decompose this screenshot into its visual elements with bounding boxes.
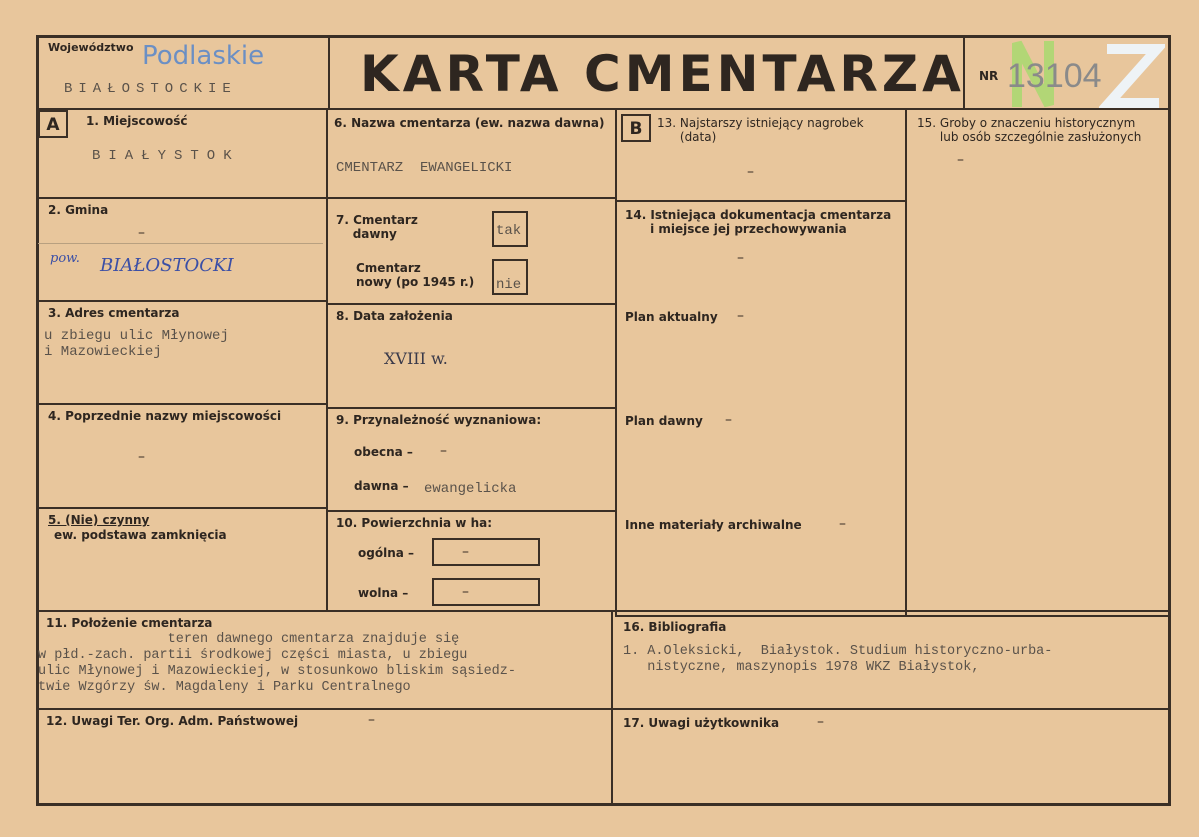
field-value: – (957, 152, 964, 168)
field-1-locality (36, 108, 328, 199)
field-value: – (817, 714, 824, 730)
field-3-address (36, 300, 328, 405)
handwritten-note: BIAŁOSTOCKI (100, 255, 234, 276)
field-value: – (368, 712, 375, 728)
field-value: teren dawnego cmentarza znajduje się w płd.-zach. partii środkowej części miasta, u zbiegu ulic Młynowej i Mazowieckiej, w stosunkowo bliskim sąsiedz- twie Wzgórzy św. Magdaleny i Parku Centralnego (38, 632, 516, 695)
voivodeship-label: Województwo (48, 41, 134, 54)
field-7-type (326, 197, 617, 305)
field-label: 8. Data założenia (336, 309, 453, 323)
field-10-area (326, 510, 617, 612)
nr-label: NR (979, 69, 999, 83)
checkbox-value: nie (496, 277, 522, 293)
field-value: 1. A.Oleksicki, Białystok. Studium historyczno-urba- nistyczne, maszynopis 1978 WKZ Białystok, (623, 644, 1053, 675)
free-area-field[interactable] (432, 578, 540, 606)
other-materials-value: – (839, 516, 846, 532)
voivodeship-stamp: Podlaskie (142, 41, 265, 71)
field-label: 17. Uwagi użytkownika (623, 716, 780, 730)
field-11-location (36, 610, 613, 710)
field-label: 13. Najstarszy istniejący nagrobek (data) (657, 116, 864, 144)
voivodeship-old: BIAŁOSTOCKIE (64, 81, 237, 97)
field-2-commune (36, 197, 328, 302)
field-label: 11. Położenie cmentarza (46, 616, 213, 630)
field-label: 3. Adres cmentarza (48, 306, 180, 320)
field-16-bibliography (611, 610, 1171, 710)
field-label: 2. Gmina (48, 203, 109, 217)
old-cemetery-checkbox[interactable] (492, 211, 528, 247)
total-area-label: ogólna – (358, 546, 415, 560)
free-area-label: wolna – (358, 586, 409, 600)
checkbox-value: tak (496, 223, 522, 239)
field-6-name (326, 108, 617, 199)
field-4-former-names (36, 403, 328, 509)
field-value: u zbiegu ulic Młynowej i Mazowieckiej (44, 328, 229, 360)
former-label: dawna – (354, 479, 409, 493)
section-b-badge: B (621, 114, 651, 142)
field-label: 12. Uwagi Ter. Org. Adm. Państwowej (46, 714, 299, 728)
total-area-value: – (462, 544, 469, 560)
old-plan-label: Plan dawny (625, 414, 703, 428)
field-15-notable-graves (905, 108, 1171, 617)
handwritten-date: XVIII w. (384, 349, 448, 368)
field-label: 1. Miejscowość (86, 114, 188, 128)
current-plan-label: Plan aktualny (625, 310, 718, 324)
nr-value: 13104 (1007, 57, 1102, 95)
divider (38, 243, 323, 244)
field-label: 14. Istniejąca dokumentacja cmentarza i miejsce jej przechowywania (625, 208, 892, 236)
field-value: – (138, 225, 145, 241)
field-label: 4. Poprzednie nazwy miejscowości (48, 409, 282, 423)
field-9-denomination (326, 407, 617, 512)
current-plan-value: – (737, 308, 744, 324)
section-a-badge: A (38, 110, 68, 138)
field-label: 9. Przynależność wyznaniowa: (336, 413, 542, 427)
old-cemetery-label: 7. Cmentarz dawny (336, 213, 418, 241)
handwritten-prefix: pow. (50, 251, 80, 266)
old-plan-value: – (725, 412, 732, 428)
field-label: 15. Groby o znaczeniu historycznym lub osób szczególnie zasłużonych (917, 116, 1142, 144)
field-5-active (36, 507, 328, 612)
free-area-value: – (462, 584, 469, 600)
field-label: 6. Nazwa cmentarza (ew. nazwa dawna) (334, 116, 605, 130)
field-sublabel: ew. podstawa zamknięcia (54, 528, 227, 542)
other-materials-label: Inne materiały archiwalne (625, 518, 802, 532)
field-value: CMENTARZ EWANGELICKI (336, 160, 513, 176)
field-value: BIAŁYSTOK (92, 148, 240, 164)
white-z-mark-icon (1099, 41, 1165, 111)
current-value: – (440, 443, 447, 459)
title-cell (328, 35, 965, 110)
field-label: 10. Powierzchnia w ha: (336, 516, 493, 530)
new-cemetery-checkbox[interactable] (492, 259, 528, 295)
total-area-field[interactable] (432, 538, 540, 566)
former-value: ewangelicka (424, 481, 517, 497)
field-value: – (138, 449, 145, 465)
field-label: 16. Bibliografia (623, 620, 727, 634)
field-value: – (747, 164, 754, 180)
voivodeship-cell (36, 35, 330, 110)
card-title: KARTA CMENTARZA (360, 45, 965, 103)
field-label: 5. (Nie) czynny (48, 513, 150, 527)
field-8-founded (326, 303, 617, 409)
field-14-documentation (615, 200, 907, 617)
field-12-admin-notes (36, 708, 613, 806)
field-17-user-notes (611, 708, 1171, 806)
field-13-oldest-grave (615, 108, 907, 202)
new-cemetery-label: Cmentarz nowy (po 1945 r.) (356, 261, 475, 289)
number-cell (963, 35, 1171, 110)
current-label: obecna – (354, 445, 413, 459)
field-value: – (737, 250, 744, 266)
